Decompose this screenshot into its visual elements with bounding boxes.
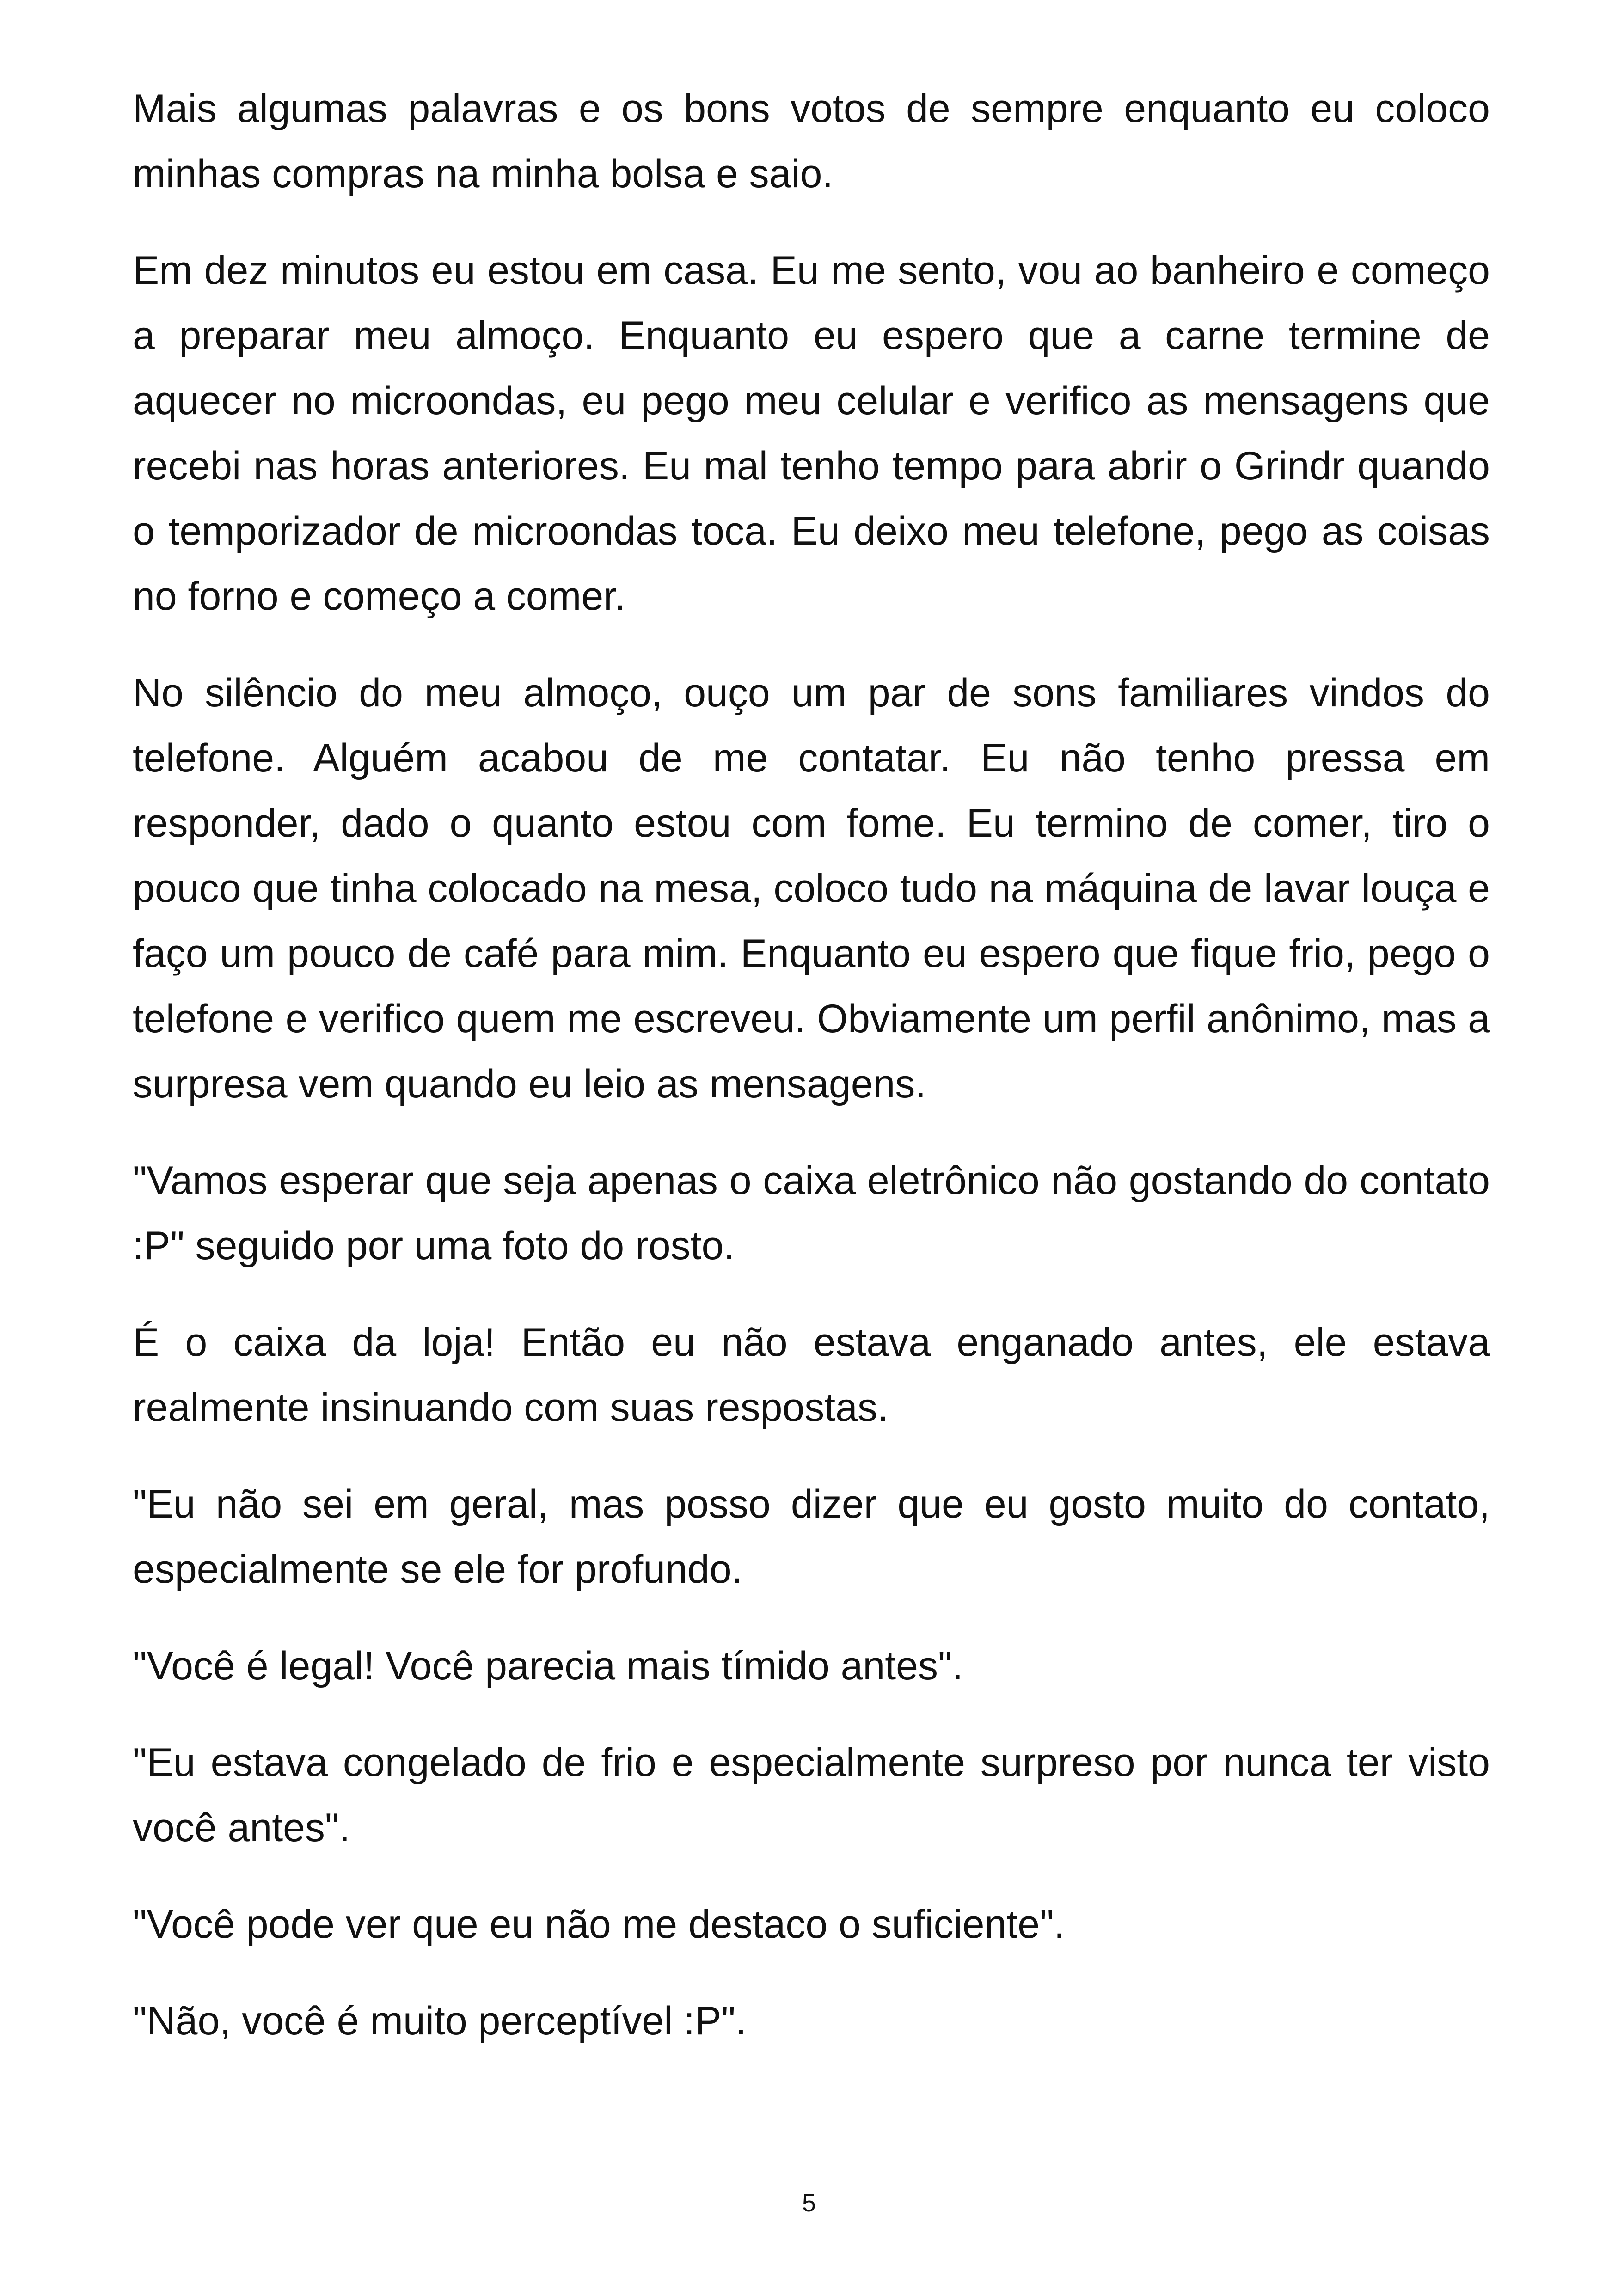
paragraph: "Não, você é muito perceptível :P". bbox=[133, 1999, 747, 2043]
paragraph: Mais algumas palavras e os bons votos de sempre enquanto eu coloco minhas compras na minha bolsa e saio. bbox=[133, 86, 1490, 196]
page-body bbox=[133, 76, 1490, 2085]
paragraph: "Eu estava congelado de frio e especialmente surpreso por nunca ter visto você antes". bbox=[133, 1740, 1490, 1850]
paragraph: "Vamos esperar que seja apenas o caixa eletrônico não gostando do contato :P" seguido por uma foto do rosto. bbox=[133, 1158, 1490, 1268]
paragraph: "Eu não sei em geral, mas posso dizer que eu gosto muito do contato, especialmente se ele for profundo. bbox=[133, 1482, 1490, 1592]
paragraph: "Você é legal! Você parecia mais tímido antes". bbox=[133, 1644, 963, 1688]
paragraph: É o caixa da loja! Então eu não estava enganado antes, ele estava realmente insinuando com suas respostas. bbox=[133, 1320, 1490, 1430]
paragraph: No silêncio do meu almoço, ouço um par de sons familiares vindos do telefone. Alguém acabou de me contatar. Eu não tenho pressa em responder, dado o quanto estou com fome. Eu termino de comer, tiro o pouco que tinha colocado na mesa, coloco tudo na máquina de lavar louça e faço um pouco de café para mim. Enquanto eu espero que fique frio, pego o telefone e verifico quem me escreveu. Obviamente um perfil anônimo, mas a surpresa vem quando eu leio as mensagens. bbox=[133, 671, 1490, 1106]
paragraph: "Você pode ver que eu não me destaco o suficiente". bbox=[133, 1902, 1065, 1947]
paragraph: Em dez minutos eu estou em casa. Eu me sento, vou ao banheiro e começo a preparar meu almoço. Enquanto eu espero que a carne termine de aquecer no microondas, eu pego meu celular e verifico as mensagens que recebi nas horas anteriores. Eu mal tenho tempo para abrir o Grindr quando o temporizador de microondas toca. Eu deixo meu telefone, pego as coisas no forno e começo a comer. bbox=[133, 248, 1490, 618]
page-number: 5 bbox=[802, 2189, 816, 2217]
